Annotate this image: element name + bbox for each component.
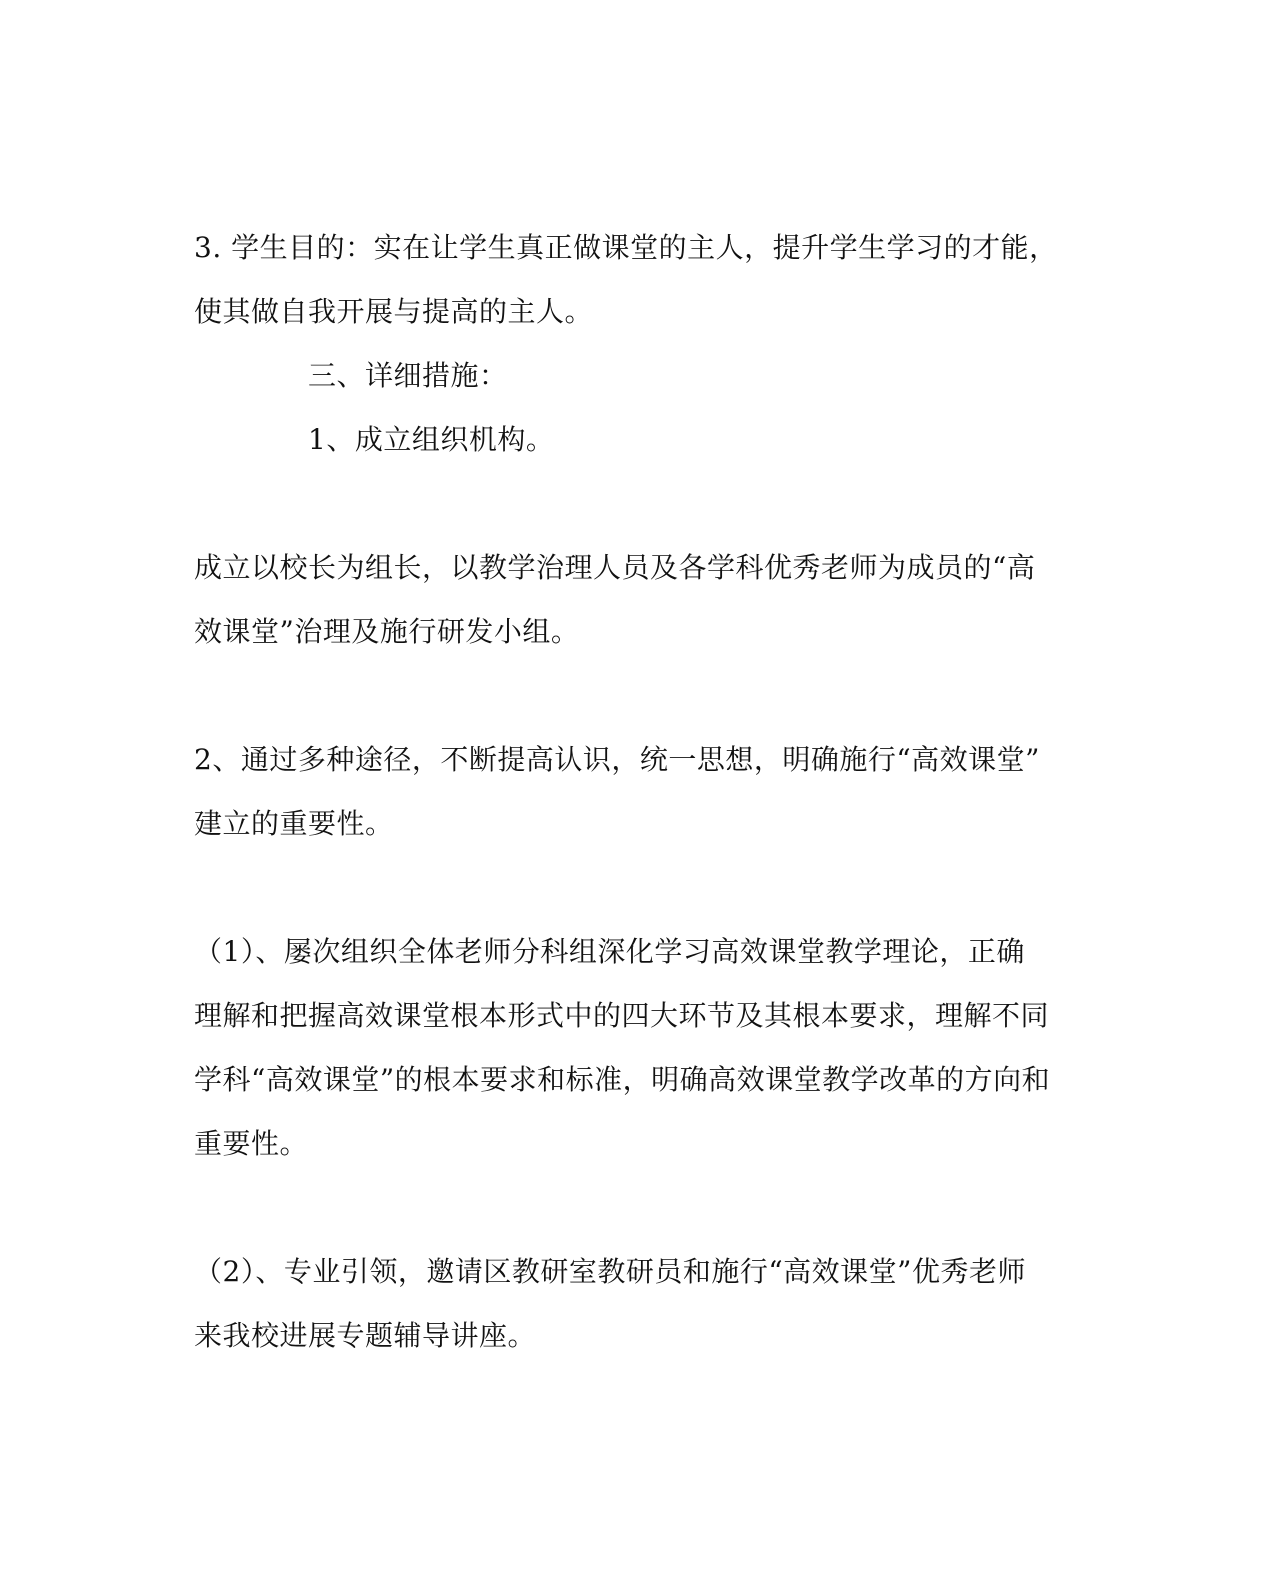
paragraph-organization-line-1: 成立以校长为组长，以教学治理人员及各学科优秀老师为成员的“高 <box>194 551 1036 584</box>
subitem-2-line-2: 来我校进展专题辅导讲座。 <box>194 1319 537 1352</box>
subitem-1-line-3: 学科“高效课堂”的根本要求和标准，明确高效课堂教学改革的方向和 <box>194 1063 1051 1096</box>
subitem-1-line-1: （1）、屡次组织全体老师分科组深化学习高效课堂教学理论，正确 <box>194 935 1025 968</box>
paragraph-student-goal-line-2: 使其做自我开展与提高的主人。 <box>194 295 594 328</box>
item-heading-awareness-line-2: 建立的重要性。 <box>194 807 394 840</box>
paragraph-student-goal-line-1: 3. 学生目的：实在让学生真正做课堂的主人，提升学生学习的才能， <box>194 231 1058 264</box>
subitem-2-line-1: （2）、专业引领，邀请区教研室教研员和施行“高效课堂”优秀老师 <box>194 1255 1026 1288</box>
paragraph-organization-line-2: 效课堂”治理及施行研发小组。 <box>194 615 580 648</box>
subitem-1-line-4: 重要性。 <box>194 1127 309 1160</box>
item-heading-awareness-line-1: 2、通过多种途径，不断提高认识，统一思想，明确施行“高效课堂” <box>194 743 1040 776</box>
section-heading-measures: 三、详细措施： <box>308 359 508 392</box>
item-heading-organization: 1、成立组织机构。 <box>308 423 555 456</box>
subitem-1-line-2: 理解和把握高效课堂根本形式中的四大环节及其根本要求，理解不同 <box>194 999 1050 1032</box>
